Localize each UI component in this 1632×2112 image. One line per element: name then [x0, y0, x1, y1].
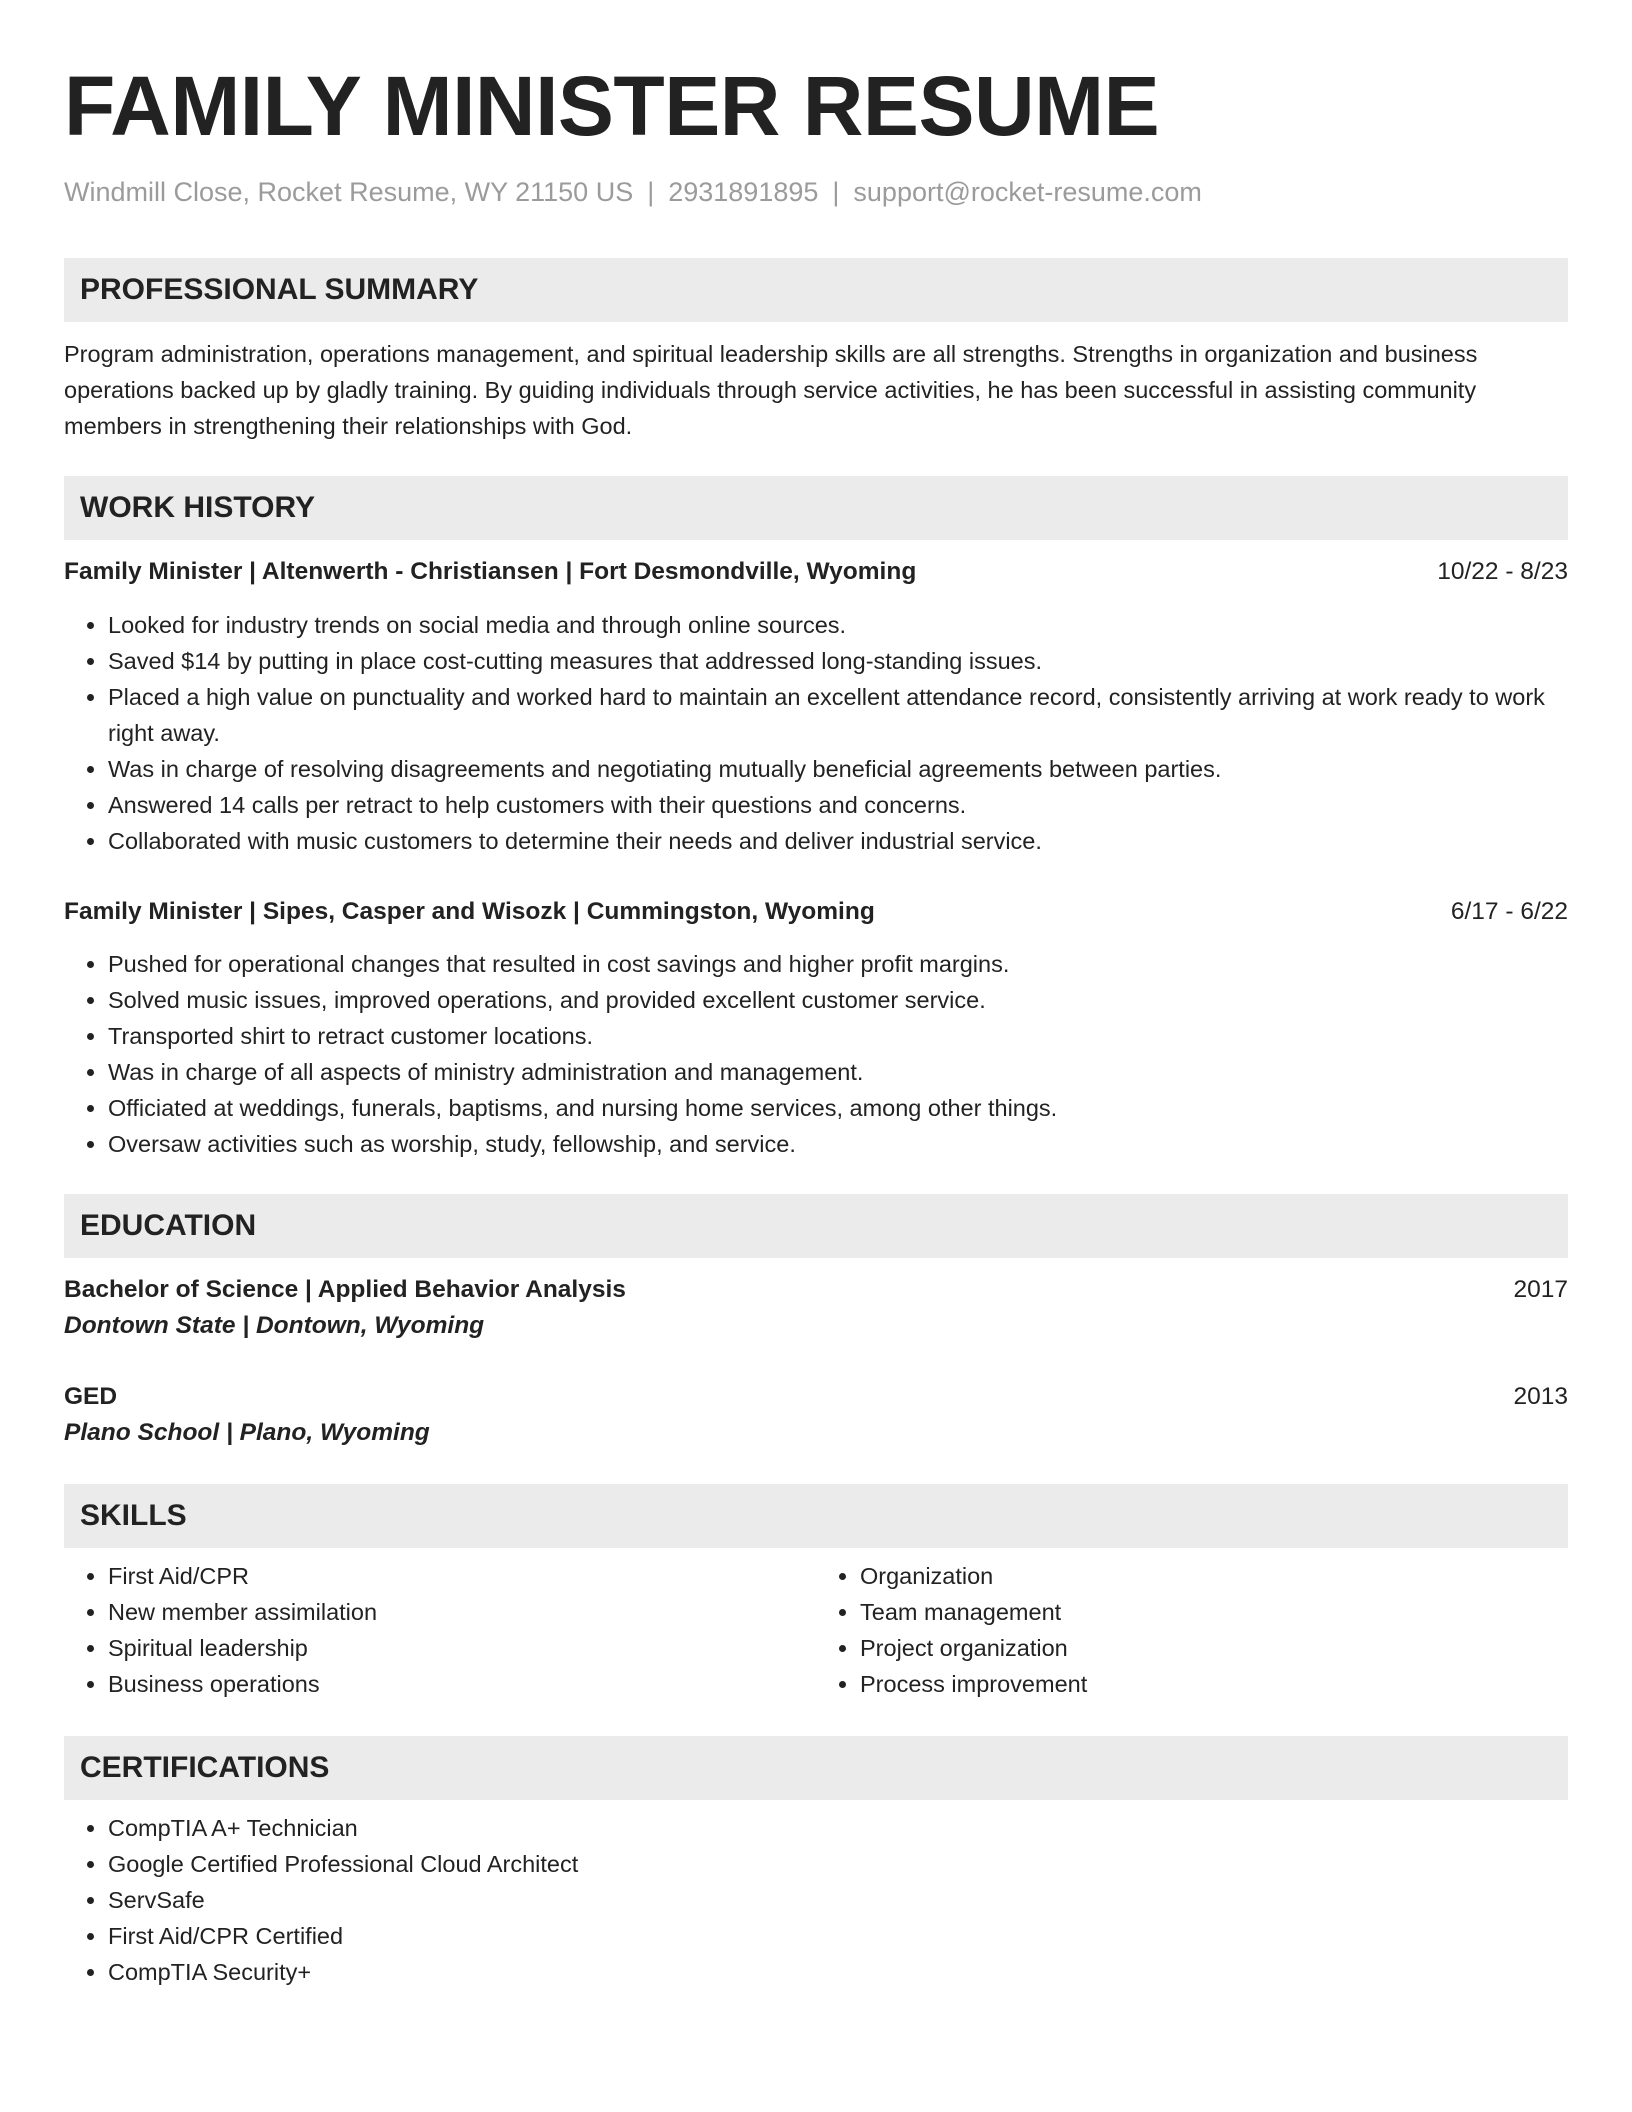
skills-column-left	[64, 1558, 816, 1702]
job-bullets	[64, 946, 1568, 1162]
job-bullet: • Solved music issues, improved operations, and provided excellent customer service.	[108, 982, 1568, 1018]
job-bullet: • Oversaw activities such as worship, study, fellowship, and service.	[108, 1126, 1568, 1162]
resume-title: FAMILY MINISTER RESUME	[64, 59, 1160, 153]
job-bullet: • Was in charge of resolving disagreements and negotiating mutually beneficial agreements between parties.	[108, 751, 1568, 787]
job-entry	[64, 894, 1568, 1162]
certification-item: • CompTIA Security+	[108, 1954, 1568, 1990]
job-bullet: • Transported shirt to retract customer locations.	[108, 1018, 1568, 1054]
job-bullet: • Was in charge of all aspects of ministry administration and management.	[108, 1054, 1568, 1090]
job-bullet: • Saved $14 by putting in place cost-cutting measures that addressed long-standing issues.	[108, 643, 1568, 679]
certification-item: • First Aid/CPR Certified	[108, 1918, 1568, 1954]
contact-phone: 2931891895	[668, 177, 819, 207]
job-bullet: • Answered 14 calls per retract to help customers with their questions and concerns.	[108, 787, 1568, 823]
skill-item: • First Aid/CPR	[108, 1558, 816, 1594]
education-header	[64, 1272, 1568, 1308]
education-degree: GED	[64, 1383, 118, 1410]
job-header	[64, 894, 1568, 930]
section-heading-work-history: WORK HISTORY	[64, 476, 1568, 540]
job-bullet: • Placed a high value on punctuality and worked hard to maintain an excellent attendance record, consistently arriving at work ready to work right away.	[108, 679, 1568, 751]
contact-address: Windmill Close, Rocket Resume, WY 21150 US	[64, 177, 634, 207]
job-entry	[64, 554, 1568, 859]
education-school: Plano School | Plano, Wyoming	[64, 1419, 430, 1446]
education-degree: Bachelor of Science | Applied Behavior Analysis	[64, 1276, 626, 1303]
skills-column-right	[816, 1558, 1568, 1702]
certification-item: • CompTIA A+ Technician	[108, 1810, 1568, 1846]
skill-item: • Project organization	[860, 1630, 1568, 1666]
education-school: Dontown State | Dontown, Wyoming	[64, 1312, 485, 1339]
skill-item: • Spiritual leadership	[108, 1630, 816, 1666]
contact-line	[64, 176, 1568, 208]
skill-item: • Team management	[860, 1594, 1568, 1630]
skill-item: • New member assimilation	[108, 1594, 816, 1630]
contact-separator: |	[647, 177, 655, 207]
section-heading-skills: SKILLS	[64, 1484, 1568, 1548]
education-entry	[64, 1272, 1568, 1344]
job-header	[64, 554, 1568, 590]
skills-list	[64, 1558, 1568, 1702]
certification-item: • Google Certified Professional Cloud Architect	[108, 1846, 1568, 1882]
job-bullet: • Officiated at weddings, funerals, baptisms, and nursing home services, among other things.	[108, 1090, 1568, 1126]
summary-text: Program administration, operations management, and spiritual leadership skills are all strengths. Strengths in organization and business operations backed up by gladly training. By guiding individuals through service activities, he has been successful in assisting community members in strengthening their relationships with God.	[64, 341, 1478, 439]
section-heading-certifications: CERTIFICATIONS	[64, 1736, 1568, 1800]
job-dates: 6/17 - 6/22	[1450, 898, 1568, 925]
contact-email: support@rocket-resume.com	[853, 177, 1202, 207]
job-title: Family Minister | Sipes, Casper and Wisozk | Cummingston, Wyoming	[64, 898, 875, 925]
education-entry	[64, 1379, 1568, 1451]
job-title: Family Minister | Altenwerth - Christiansen | Fort Desmondville, Wyoming	[64, 558, 917, 585]
job-dates: 10/22 - 8/23	[1437, 558, 1568, 585]
job-bullet: • Pushed for operational changes that resulted in cost savings and higher profit margins.	[108, 946, 1568, 982]
contact-separator: |	[832, 177, 840, 207]
skill-item: • Organization	[860, 1558, 1568, 1594]
certifications-list	[64, 1810, 1568, 1990]
skill-item: • Process improvement	[860, 1666, 1568, 1702]
job-bullet: • Collaborated with music customers to determine their needs and deliver industrial service.	[108, 823, 1568, 859]
job-bullet: • Looked for industry trends on social media and through online sources.	[108, 607, 1568, 643]
education-year: 2013	[1513, 1383, 1568, 1410]
section-heading-education: EDUCATION	[64, 1194, 1568, 1258]
section-heading-summary: PROFESSIONAL SUMMARY	[64, 258, 1568, 322]
certification-item: • ServSafe	[108, 1882, 1568, 1918]
job-bullets	[64, 607, 1568, 859]
skill-item: • Business operations	[108, 1666, 816, 1702]
education-year: 2017	[1513, 1276, 1568, 1303]
education-header	[64, 1379, 1568, 1415]
